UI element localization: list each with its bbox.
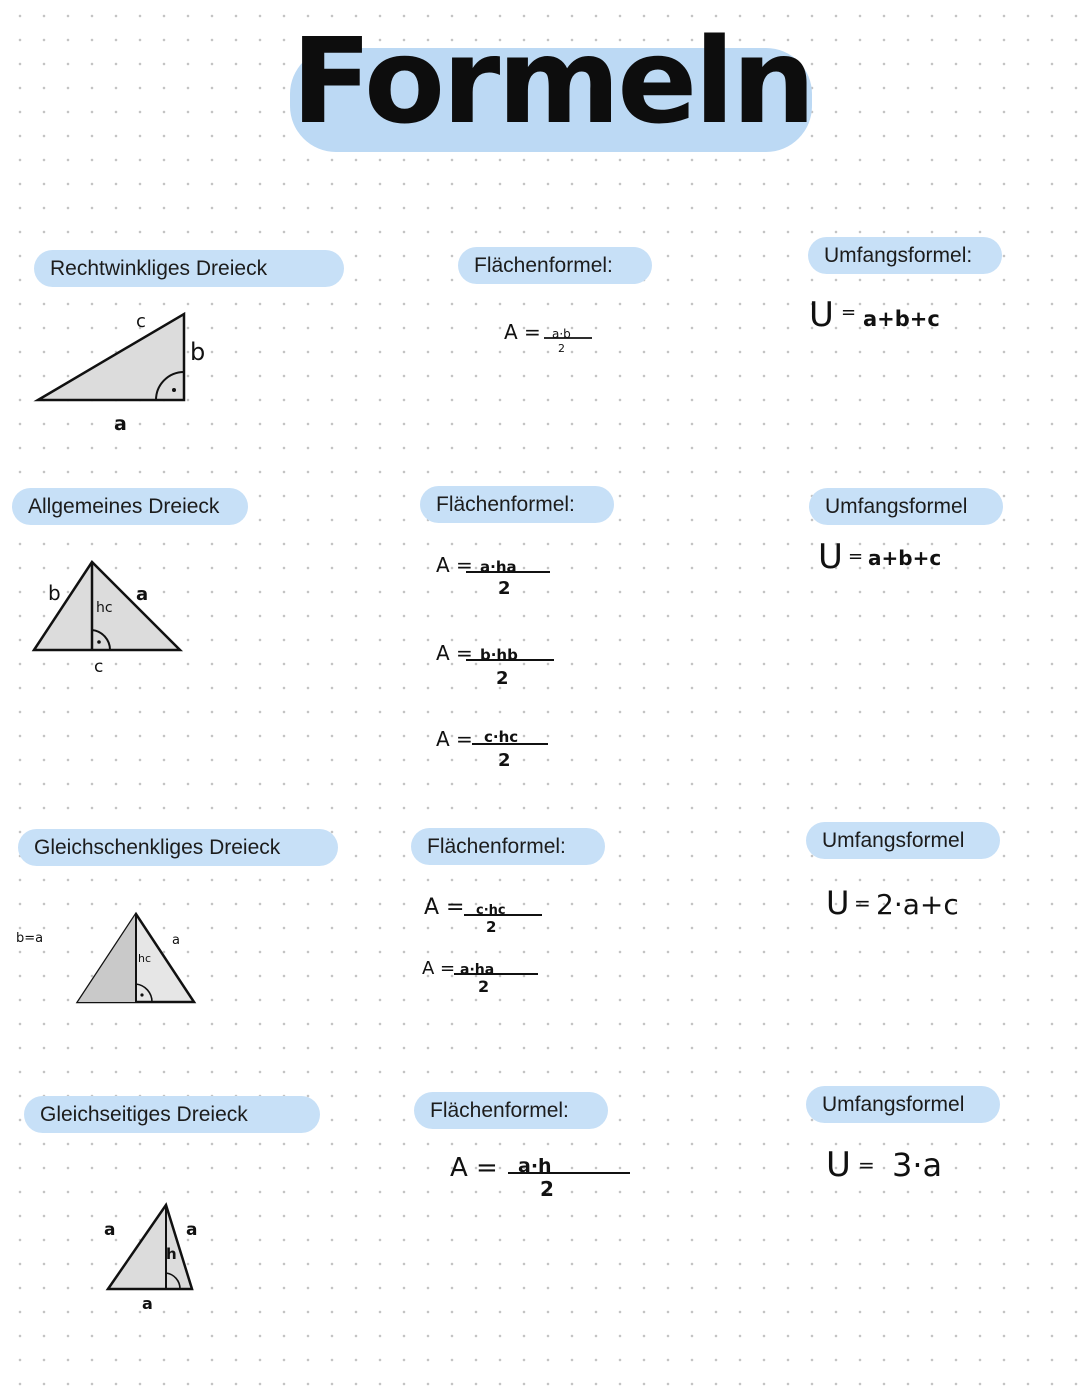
formula-numerator: b·hb (480, 646, 518, 664)
perimeter-rhs: a+b+c (868, 546, 942, 570)
perimeter-heading-right-triangle: Umfangsformel: (808, 237, 1002, 274)
formula-denominator: 2 (558, 342, 565, 355)
formula-numerator: c·hc (484, 728, 519, 746)
side-label-left-a: a (104, 1220, 116, 1240)
formula-numerator: a·ha (480, 558, 517, 576)
perimeter-lhs: U (826, 1145, 851, 1185)
area-heading-right-triangle: Flächenformel: (458, 247, 652, 284)
perimeter-formula-right-triangle (805, 290, 985, 340)
side-label-a: a (136, 584, 149, 605)
perimeter-formula-equilateral (822, 1138, 1002, 1190)
side-label-c: c (136, 311, 146, 332)
formula-lhs: A = (424, 895, 465, 920)
formula-numerator: a·h (518, 1155, 552, 1177)
right-angle-dot (172, 388, 176, 392)
area-formula-general-3 (432, 722, 572, 774)
perimeter-rhs: 3·a (892, 1146, 943, 1184)
formula-numerator: a·b (552, 327, 571, 341)
formula-lhs: A = (436, 641, 473, 665)
general-triangle-figure (24, 550, 204, 680)
right-triangle-shape (38, 314, 184, 400)
side-label-a: a (172, 933, 180, 948)
formula-denominator: 2 (486, 918, 497, 936)
right-triangle-figure (28, 300, 228, 440)
formula-numerator: a·ha (460, 962, 495, 978)
perimeter-rhs: 2·a+c (876, 888, 959, 921)
equal-sides-note: b=a (16, 931, 44, 946)
area-heading-general-triangle: Flächenformel: (420, 486, 614, 523)
formula-denominator: 2 (498, 750, 511, 771)
section-heading-equilateral-triangle: Gleichseitiges Dreieck (24, 1096, 320, 1133)
perimeter-lhs: U (826, 884, 850, 922)
area-formula-equilateral (446, 1146, 636, 1204)
formula-numerator: c·hc (476, 903, 506, 918)
formula-lhs: A = (436, 727, 473, 751)
height-label: hc (96, 600, 113, 616)
formula-lhs: A = (504, 320, 541, 344)
perimeter-formula-general (814, 532, 994, 580)
area-formula-isosceles-1 (420, 890, 560, 938)
perimeter-heading-equilateral-triangle: Umfangsformel (806, 1086, 1000, 1123)
side-label-c: c (94, 657, 104, 677)
page-title-block (282, 14, 822, 154)
height-label: h (166, 1245, 177, 1263)
formula-denominator: 2 (478, 977, 490, 996)
area-heading-equilateral-triangle: Flächenformel: (414, 1092, 608, 1129)
area-formula-isosceles-2 (420, 952, 560, 1000)
perimeter-heading-isosceles-triangle: Umfangsformel (806, 822, 1000, 859)
formula-denominator: 2 (496, 668, 509, 689)
side-label-right-a: a (186, 1220, 198, 1240)
perimeter-lhs: U (809, 295, 834, 335)
perimeter-rhs: a+b+c (863, 307, 940, 331)
perimeter-equals: = (841, 302, 857, 323)
perimeter-equals: = (848, 546, 864, 567)
perimeter-equals: = (858, 1153, 875, 1177)
section-heading-isosceles-triangle: Gleichschenkliges Dreieck (18, 829, 338, 866)
side-label-b: b (48, 581, 61, 605)
perimeter-equals: = (854, 891, 871, 915)
side-label-b: b (190, 338, 206, 366)
formula-denominator: 2 (498, 578, 511, 599)
formula-lhs: A = (436, 553, 473, 577)
side-label-bottom-a: a (142, 1294, 153, 1313)
area-formula-general-1 (432, 550, 572, 602)
side-label-a: a (114, 413, 127, 435)
area-formula-general-2 (432, 638, 572, 690)
page-title: Formeln (291, 12, 813, 150)
formula-lhs: A = (422, 958, 456, 979)
formula-denominator: 2 (540, 1177, 554, 1201)
area-formula-right-triangle (500, 312, 610, 357)
equilateral-triangle-shape (108, 1205, 192, 1289)
section-heading-general-triangle: Allgemeines Dreieck (12, 488, 248, 525)
area-heading-isosceles-triangle: Flächenformel: (411, 828, 605, 865)
height-label: hc (138, 952, 152, 965)
height-angle-dot (140, 993, 143, 996)
section-heading-right-triangle: Rechtwinkliges Dreieck (34, 250, 344, 287)
isosceles-triangle-figure (12, 900, 212, 1015)
perimeter-heading-general-triangle: Umfangsformel (809, 488, 1003, 525)
perimeter-lhs: U (818, 537, 843, 577)
equilateral-triangle-figure (92, 1195, 222, 1320)
perimeter-formula-isosceles (822, 878, 1002, 928)
height-angle-dot (97, 640, 101, 644)
formula-lhs: A = (450, 1153, 498, 1183)
